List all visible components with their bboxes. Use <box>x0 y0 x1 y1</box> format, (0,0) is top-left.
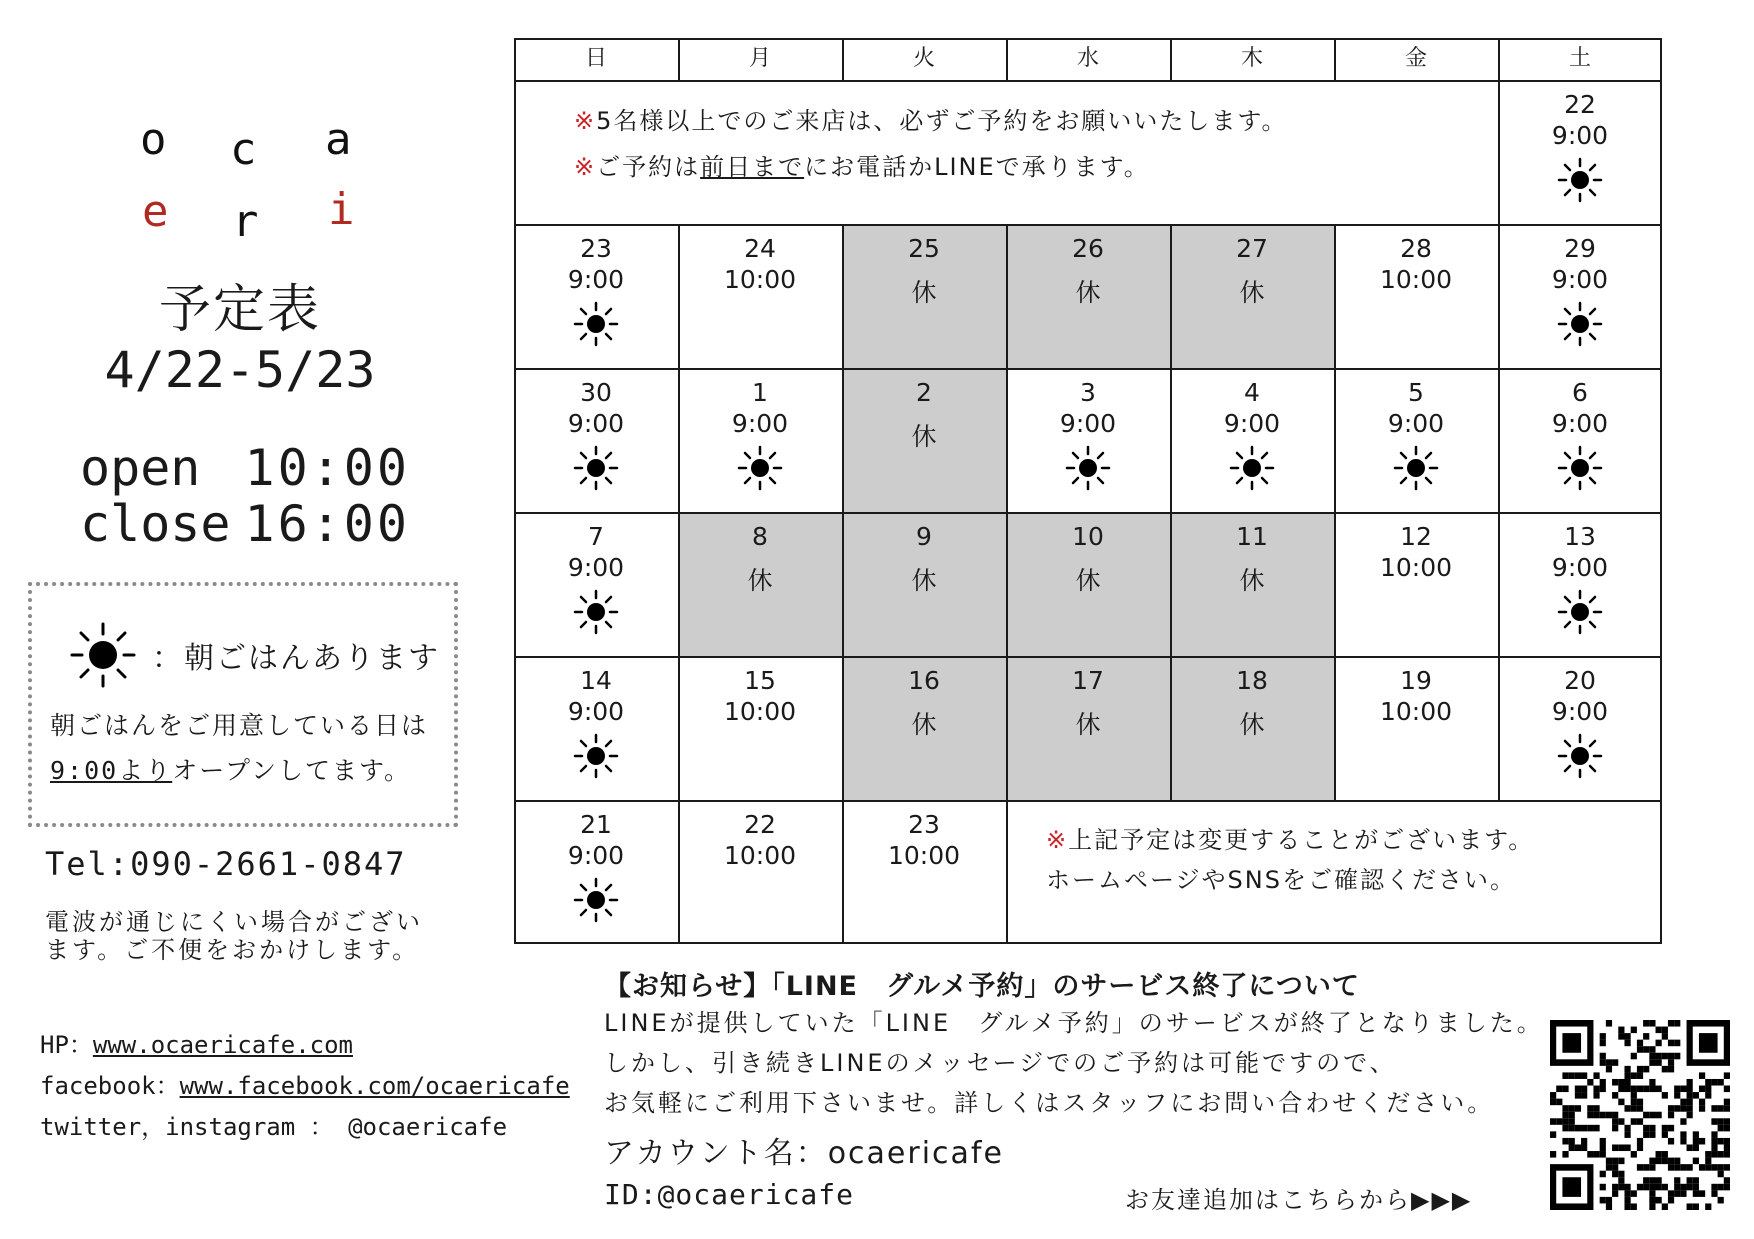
grid-line <box>1334 38 1336 80</box>
close-time: 16:00 <box>244 495 410 553</box>
close-label: close <box>80 495 231 553</box>
sun-icon <box>572 732 620 780</box>
opening-time: 10:00 <box>723 697 797 726</box>
opening-time: 9:00 <box>567 841 625 870</box>
opening-time: 9:00 <box>567 553 625 582</box>
close-hours <box>80 496 410 552</box>
day-number: 16 <box>908 666 940 695</box>
opening-time: 10:00 <box>887 841 961 870</box>
day-number: 6 <box>1572 378 1588 407</box>
calendar-day-cell <box>514 224 678 368</box>
sun-icon <box>1556 588 1604 636</box>
grid-line <box>678 224 680 800</box>
calendar <box>514 38 1668 946</box>
day-number: 12 <box>1400 522 1432 551</box>
homepage-line <box>40 1030 353 1060</box>
sun-icon <box>68 620 138 690</box>
opening-time: 10:00 <box>1379 265 1453 294</box>
opening-time: 9:00 <box>567 409 625 438</box>
weekday-header: 土 <box>1568 46 1591 71</box>
calendar-day-cell <box>842 224 1006 368</box>
grid-line <box>514 38 516 944</box>
schedule-range: 4/22-5/23 <box>104 341 376 399</box>
grid-line <box>1498 224 1500 800</box>
calendar-day-cell <box>1498 368 1662 512</box>
weekday-header: 木 <box>1240 46 1263 71</box>
logo-letter: i <box>328 184 355 235</box>
calendar-day-cell <box>1498 224 1662 368</box>
calendar-day-cell <box>1334 656 1498 800</box>
legend-time: 9:00より <box>50 756 173 785</box>
sun-icon <box>1556 732 1604 780</box>
logo-letter: e <box>142 186 169 237</box>
weekday-header: 金 <box>1404 46 1427 71</box>
calendar-day-cell <box>514 512 678 656</box>
day-number: 13 <box>1564 522 1596 551</box>
telephone: Tel:090-2661-0847 <box>45 845 407 883</box>
closed-label: 休 <box>911 710 937 739</box>
calendar-day-cell <box>1334 512 1498 656</box>
grid-line <box>1006 224 1008 800</box>
notice-line-1: LINEが提供していた「LINE グルメ予約」のサービスが終了となりました。 <box>604 1009 1544 1037</box>
calendar-day-cell <box>1006 512 1170 656</box>
logo-letter: a <box>325 114 352 165</box>
grid-line <box>514 800 1662 802</box>
day-number: 18 <box>1236 666 1268 695</box>
day-number: 23 <box>908 810 940 839</box>
sun-icon <box>1228 444 1276 492</box>
legend-label: ：朝ごはんあります <box>152 641 440 676</box>
sun-icon <box>1556 156 1604 204</box>
calendar-day-cell <box>1498 80 1662 224</box>
day-number: 1 <box>752 378 768 407</box>
opening-time: 9:00 <box>1387 409 1445 438</box>
sun-icon <box>572 588 620 636</box>
day-number: 24 <box>744 234 776 263</box>
grid-line <box>1006 800 1008 944</box>
grid-line <box>1170 224 1172 800</box>
grid-line <box>842 224 844 800</box>
calendar-day-cell <box>842 800 1006 944</box>
legend-line-1: 朝ごはんをご用意している日は <box>50 711 429 740</box>
friend-add-prompt: お友達追加はこちらから▶▶▶ <box>1125 1186 1473 1214</box>
facebook-link[interactable]: www.facebook.com/ocaericafe <box>179 1072 570 1100</box>
sun-icon <box>572 876 620 924</box>
weekday-header: 水 <box>1076 46 1099 71</box>
day-number: 27 <box>1236 234 1268 263</box>
closed-label: 休 <box>911 278 937 307</box>
sun-icon <box>736 444 784 492</box>
logo-letter: o <box>140 114 167 165</box>
calendar-day-cell <box>1170 368 1334 512</box>
reservation-note-line-1: ※5名様以上でのご来店は、必ずご予約をお願いいたします。 <box>574 107 1288 135</box>
opening-time: 9:00 <box>567 265 625 294</box>
opening-time: 10:00 <box>723 841 797 870</box>
day-number: 22 <box>1564 90 1596 119</box>
weekday-header: 月 <box>748 46 771 71</box>
opening-time: 9:00 <box>1551 697 1609 726</box>
day-number: 22 <box>744 810 776 839</box>
facebook-line <box>40 1071 570 1101</box>
closed-label: 休 <box>1239 566 1265 595</box>
day-number: 10 <box>1072 522 1104 551</box>
calendar-day-cell <box>678 656 842 800</box>
calendar-day-cell <box>1334 368 1498 512</box>
day-number: 19 <box>1400 666 1432 695</box>
change-note-line-1: ※上記予定は変更することがございます。 <box>1046 826 1535 854</box>
hp-label: HP： <box>40 1031 93 1059</box>
day-number: 2 <box>916 378 932 407</box>
day-number: 4 <box>1244 378 1260 407</box>
calendar-day-cell <box>1006 368 1170 512</box>
calendar-day-cell <box>1170 512 1334 656</box>
logo-letter: r <box>232 196 259 247</box>
calendar-day-cell <box>1170 656 1334 800</box>
opening-time: 9:00 <box>1551 409 1609 438</box>
notice-line-3: お気軽にご利用下さいませ。詳しくはスタッフにお問い合わせください。 <box>604 1089 1495 1117</box>
day-number: 26 <box>1072 234 1104 263</box>
opening-time: 9:00 <box>1551 121 1609 150</box>
grid-line <box>678 38 680 80</box>
calendar-day-cell <box>514 656 678 800</box>
grid-line <box>514 224 1662 226</box>
grid-line <box>514 656 1662 658</box>
calendar-day-cell <box>514 800 678 944</box>
homepage-link[interactable]: www.ocaericafe.com <box>92 1031 353 1059</box>
opening-time: 9:00 <box>1551 553 1609 582</box>
opening-time: 9:00 <box>731 409 789 438</box>
schedule-change-note <box>1046 820 1534 900</box>
day-number: 9 <box>916 522 932 551</box>
line-account-name: アカウント名：ocaericafe <box>604 1136 1004 1171</box>
closed-label: 休 <box>911 422 937 451</box>
calendar-day-cell <box>1498 656 1662 800</box>
fb-label: facebook： <box>40 1072 180 1100</box>
calendar-day-cell <box>1498 512 1662 656</box>
grid-line <box>514 368 1662 370</box>
sun-icon <box>1556 444 1604 492</box>
day-number: 8 <box>752 522 768 551</box>
open-time: 10:00 <box>244 439 410 497</box>
day-number: 29 <box>1564 234 1596 263</box>
grid-line <box>514 512 1662 514</box>
legend-rest: オープンしてます。 <box>172 756 411 785</box>
notice-line-2: しかし、引き続きLINEのメッセージでのご予約は可能ですので、 <box>604 1049 1397 1077</box>
closed-label: 休 <box>747 566 773 595</box>
day-number: 3 <box>1080 378 1096 407</box>
calendar-day-cell <box>1334 224 1498 368</box>
calendar-day-cell <box>678 800 842 944</box>
social-handles: twitter，instagram ： @ocaericafe <box>40 1113 508 1141</box>
sun-icon <box>572 444 620 492</box>
day-number: 20 <box>1564 666 1596 695</box>
calendar-day-cell <box>1006 656 1170 800</box>
closed-label: 休 <box>1075 278 1101 307</box>
grid-line <box>514 942 1662 944</box>
day-number: 7 <box>588 522 604 551</box>
calendar-day-cell <box>1170 224 1334 368</box>
legend-heading <box>68 620 440 690</box>
day-number: 17 <box>1072 666 1104 695</box>
day-number: 23 <box>580 234 612 263</box>
closed-label: 休 <box>1075 566 1101 595</box>
day-number: 28 <box>1400 234 1432 263</box>
calendar-day-cell <box>1006 224 1170 368</box>
sun-icon <box>572 300 620 348</box>
opening-time: 9:00 <box>1223 409 1281 438</box>
open-hours <box>80 440 410 496</box>
calendar-day-cell <box>678 368 842 512</box>
grid-line <box>1006 38 1008 80</box>
legend-box <box>28 582 458 827</box>
day-number: 30 <box>580 378 612 407</box>
opening-time: 10:00 <box>723 265 797 294</box>
calendar-day-cell <box>842 368 1006 512</box>
line-id: ID:@ocaericafe <box>604 1178 855 1211</box>
weekday-header: 火 <box>912 46 935 71</box>
grid-line <box>842 38 844 80</box>
notice-title: 【お知らせ】「LINE グルメ予約」のサービス終了について <box>604 971 1360 1002</box>
day-number: 21 <box>580 810 612 839</box>
weekday-header: 日 <box>584 46 607 71</box>
logo-letter: c <box>230 124 257 175</box>
reservation-note <box>574 98 1287 190</box>
calendar-day-cell <box>678 512 842 656</box>
grid-line <box>514 38 1662 40</box>
grid-line <box>1498 80 1500 224</box>
day-number: 25 <box>908 234 940 263</box>
day-number: 11 <box>1236 522 1268 551</box>
sun-icon <box>1556 300 1604 348</box>
opening-time: 9:00 <box>1551 265 1609 294</box>
reservation-note-line-2: ※ご予約は前日までにお電話かLINEで承ります。 <box>574 153 1150 181</box>
calendar-day-cell <box>678 224 842 368</box>
grid-line <box>514 80 1662 82</box>
opening-time: 10:00 <box>1379 697 1453 726</box>
closed-label: 休 <box>1239 278 1265 307</box>
calendar-day-cell <box>842 656 1006 800</box>
closed-label: 休 <box>911 566 937 595</box>
calendar-day-cell <box>842 512 1006 656</box>
day-number: 14 <box>580 666 612 695</box>
grid-line <box>1170 38 1172 80</box>
grid-line <box>1660 38 1662 944</box>
grid-line <box>1498 38 1500 80</box>
sun-icon <box>1392 444 1440 492</box>
grid-line <box>842 800 844 944</box>
change-note-line-2: ホームページやSNSをご確認ください。 <box>1046 866 1516 894</box>
legend-line-2 <box>50 751 411 787</box>
signal-note: 電波が通じにくい場合がございます。ご不便をおかけします。 <box>45 908 423 964</box>
schedule-title: 予定表 <box>158 280 321 340</box>
opening-time: 9:00 <box>567 697 625 726</box>
closed-label: 休 <box>1075 710 1101 739</box>
grid-line <box>678 800 680 944</box>
qr-code-icon[interactable] <box>1550 1020 1730 1210</box>
opening-time: 10:00 <box>1379 553 1453 582</box>
day-number: 5 <box>1408 378 1424 407</box>
grid-line <box>1334 224 1336 800</box>
opening-time: 9:00 <box>1059 409 1117 438</box>
calendar-day-cell <box>514 368 678 512</box>
closed-label: 休 <box>1239 710 1265 739</box>
sun-icon <box>1064 444 1112 492</box>
open-label: open <box>80 439 201 497</box>
day-number: 15 <box>744 666 776 695</box>
